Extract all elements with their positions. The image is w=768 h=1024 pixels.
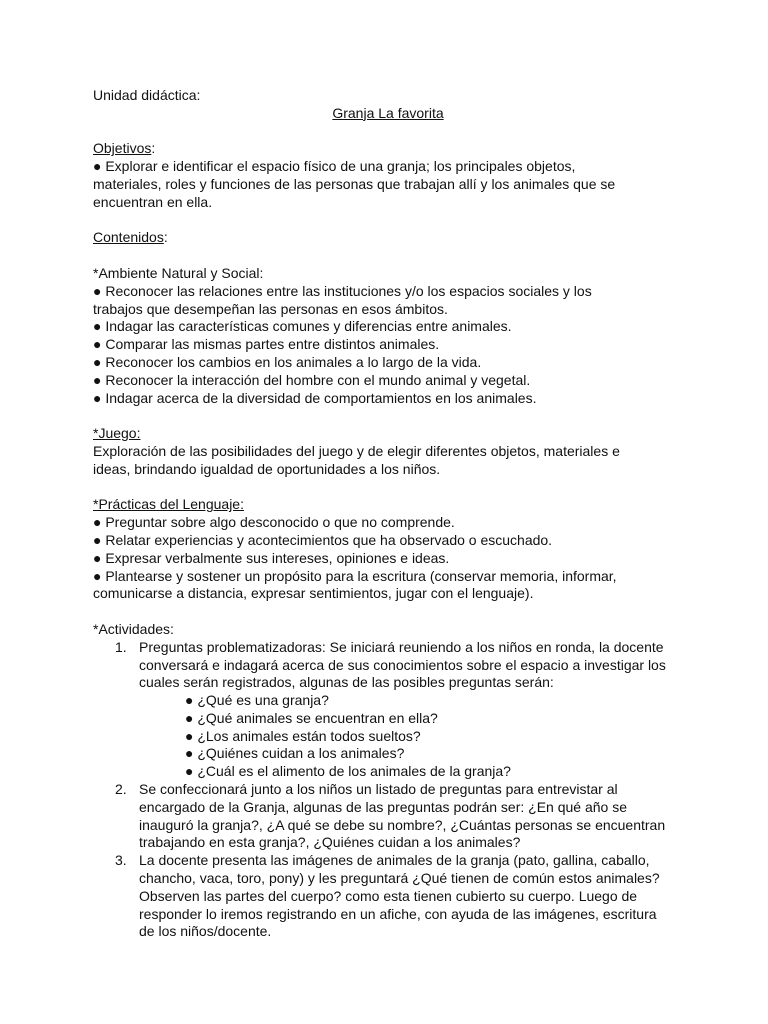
ambiente-line: ● Reconocer la interacción del hombre con el mundo animal y vegetal.: [93, 371, 531, 388]
activity-bullet: ● ¿Quiénes cuidan a los animales?: [185, 745, 405, 762]
activity-bullet: ● ¿Los animales están todos sueltos?: [185, 727, 421, 744]
activity-number: 1.: [115, 638, 127, 655]
activity-line: chancho, vaca, toro, pony) y les preguntará ¿Qué tienen de común estos animales?: [139, 870, 660, 887]
juego-line: ideas, brindando igualdad de oportunidades a los niños.: [93, 460, 441, 477]
activity-line: de los niños/docente.: [139, 923, 272, 940]
ambiente-line: ● Indagar acerca de la diversidad de comportamientos en los animales.: [93, 389, 537, 406]
objectives-colon: :: [151, 140, 156, 157]
lenguaje-line: ● Expresar verbalmente sus intereses, opiniones e ideas.: [93, 549, 450, 566]
lenguaje-line: ● Relatar experiencias y acontecimientos que ha observado o escuchado.: [93, 531, 553, 548]
ambiente-heading: *Ambiente Natural y Social:: [93, 264, 264, 281]
juego-heading-text: *Juego:: [93, 425, 141, 442]
ambiente-line: ● Comparar las mismas partes entre distintos animales.: [93, 336, 440, 353]
title-text: Granja La favorita: [332, 104, 444, 121]
spacer: [93, 603, 683, 621]
juego-heading: [93, 425, 683, 443]
activity-line: inauguró la granja?, ¿A qué se debe su nombre?, ¿Cuántas personas se encuentran: [139, 816, 666, 833]
unit-label: Unidad didáctica:: [93, 87, 201, 103]
activity-line: La docente presenta las imágenes de animales de la granja (pato, gallina, caballo,: [139, 852, 650, 869]
objectives-line: materiales, roles y funciones de las personas que trabajan allí y los animales que se: [93, 175, 616, 192]
spacer: [93, 407, 683, 425]
lenguaje-line: comunicarse a distancia, expresar sentimientos, jugar con el lenguaje).: [93, 585, 534, 602]
activity-line: responder lo iremos registrando en un afiche, con ayuda de las imágenes, escritura: [139, 905, 657, 922]
activity-item-2: [93, 781, 683, 852]
activity-line: Se confeccionará junto a los niños un listado de preguntas para entrevistar al: [139, 781, 618, 798]
ambiente-line: ● Indagar las características comunes y diferencias entre animales.: [93, 318, 512, 335]
ambiente-line: ● Reconocer las relaciones entre las instituciones y/o los espacios sociales y los: [93, 282, 592, 299]
objectives-line: encuentran en ella.: [93, 193, 213, 210]
lenguaje-heading-text: *Prácticas del Lenguaje:: [93, 496, 244, 513]
objectives-line: ● Explorar e identificar el espacio físico de una granja; los principales objetos,: [93, 158, 576, 175]
activity-bullet: ● ¿Cuál es el alimento de los animales de la granja?: [185, 763, 511, 780]
lenguaje-line: ● Plantearse y sostener un propósito para la escritura (conservar memoria, informar,: [93, 567, 617, 584]
activity-item-1: [93, 639, 683, 781]
spacer: [93, 247, 683, 265]
ambiente-line: ● Reconocer los cambios en los animales a lo largo de la vida.: [93, 353, 482, 370]
activity-line: Preguntas problematizadoras: Se iniciará reuniendo a los niños en ronda, la docente: [139, 638, 664, 655]
activity-bullet: ● ¿Qué animales se encuentran en ella?: [185, 709, 438, 726]
activity-line: trabajando en esta granja?, ¿Quiénes cuidan a los animales?: [139, 834, 521, 851]
activity-item-3: [93, 852, 683, 941]
activity-number: 2.: [115, 781, 127, 798]
activity-line: Observen las partes del cuerpo? como esta tienen cubierto su cuerpo. Luego de: [139, 887, 638, 904]
spacer: [93, 479, 683, 497]
activity-bullet: ● ¿Qué es una granja?: [185, 692, 329, 709]
lenguaje-heading: [93, 496, 683, 514]
document-title: [93, 105, 683, 123]
activity-number: 3.: [115, 852, 127, 869]
objectives-heading: [93, 140, 683, 158]
activity-sublist: [139, 692, 683, 781]
objectives-heading-text: Objetivos: [93, 140, 152, 157]
contents-heading: [93, 229, 683, 247]
document-body: [93, 87, 683, 941]
activity-line: conversará e indagará acerca de sus conocimientos sobre el espacio a investigar los: [139, 656, 666, 673]
actividades-heading: *Actividades:: [93, 620, 174, 637]
contents-colon: :: [163, 229, 168, 246]
juego-line: Exploración de las posibilidades del juego y de elegir diferentes objetos, materiales e: [93, 442, 620, 459]
activity-line: cuales serán registrados, algunas de las posibles preguntas serán:: [139, 674, 554, 691]
activity-line: encargado de la Granja, algunas de las preguntas podrán ser: ¿En qué año se: [139, 798, 627, 815]
ambiente-line: trabajos que desempeñan las personas en esos ámbitos.: [93, 300, 448, 317]
spacer: [93, 123, 683, 141]
spacer: [93, 212, 683, 230]
contents-heading-text: Contenidos: [93, 229, 164, 246]
lenguaje-line: ● Preguntar sobre algo desconocido o que no comprende.: [93, 514, 455, 531]
